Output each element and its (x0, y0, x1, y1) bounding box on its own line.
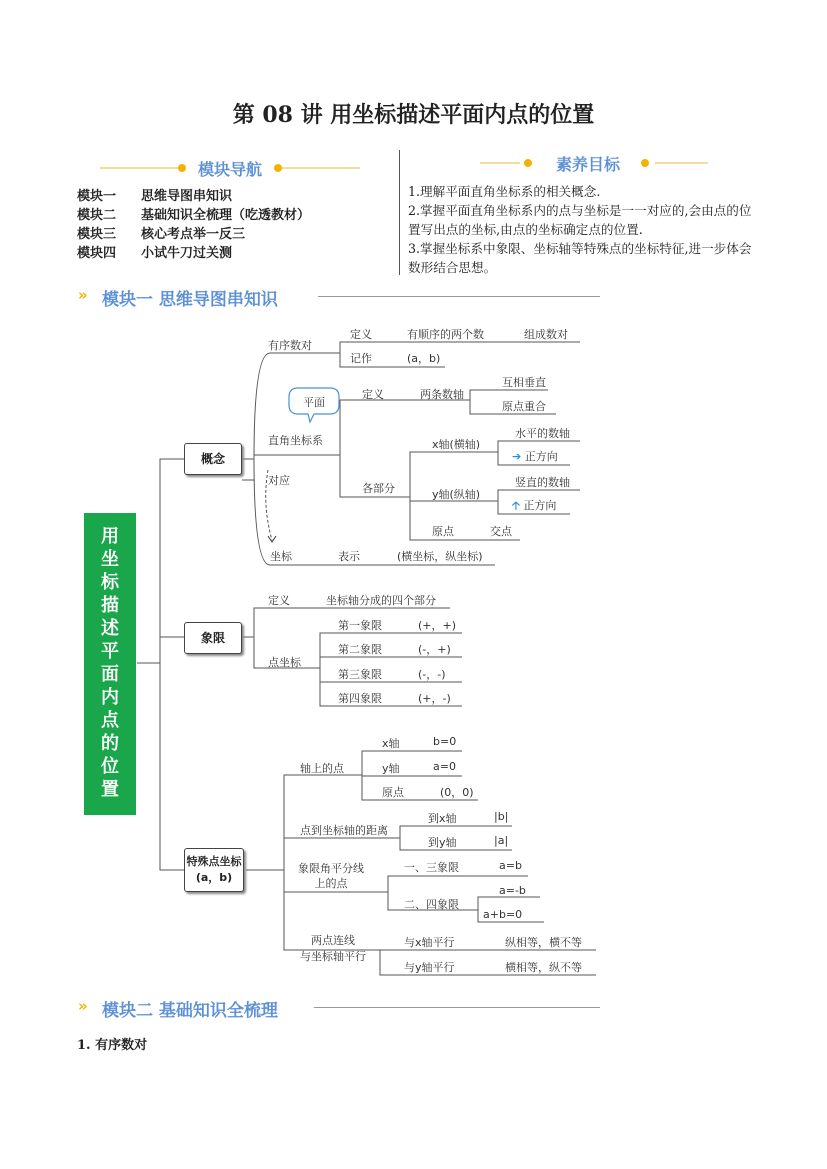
section2-title: 模块二 基础知识全梳理 (102, 1001, 278, 1021)
mindmap-root (84, 513, 136, 815)
node-correspond: 对应 (268, 474, 290, 487)
node-notation: 记作 (350, 352, 372, 365)
node-coord: 坐标 (270, 550, 292, 563)
node-xcond: b=0 (433, 735, 457, 748)
node-perp: 互相垂直 (502, 376, 546, 389)
nav-banner-title: 模块导航 (197, 160, 262, 179)
pos-dir2-label: 正方向 (523, 499, 557, 512)
bisector-line2: 上的点 (314, 877, 348, 890)
node-horiz: 水平的数轴 (515, 427, 570, 440)
quadrant-row (338, 666, 446, 682)
node-ycond: a=0 (433, 760, 456, 773)
quadrant-label: 象限 (200, 631, 225, 645)
nav-item-key: 模块二 (77, 208, 117, 223)
line-line2: 与坐标轴平行 (300, 950, 366, 963)
quadrant-name: 第二象限 (338, 643, 382, 656)
node-vert: 竖直的数轴 (515, 476, 570, 489)
section1-title: 模块一 思维导图串知识 (102, 290, 278, 310)
node-q24-v2: a+b=0 (483, 908, 523, 921)
nav-item-text: 基础知识全梳理（吃透教材） (141, 208, 311, 223)
quadrant-name: 第一象限 (338, 619, 382, 632)
node-q24: 二、四象限 (404, 898, 459, 911)
node-represent: 表示 (338, 550, 360, 563)
nav-item-text: 思维导图串知识 (141, 189, 233, 204)
nav-item-key: 模块四 (77, 246, 117, 261)
quadrant-name: 第四象限 (338, 692, 382, 705)
node-dist: 点到坐标轴的距离 (300, 824, 388, 837)
quadrant-row (338, 690, 451, 706)
node-ordered-pair: 有序数对 (268, 339, 312, 352)
node-q13-v: a=b (499, 859, 522, 872)
quadrant-sign: (+，-) (418, 692, 451, 705)
goal-line: 1.理解平面直角坐标系的相关概念. (408, 184, 601, 199)
node-q24-v1: a=-b (499, 884, 526, 897)
double-chevron-icon: » (78, 286, 88, 304)
node-par-x-v: 纵相等，横不等 (505, 936, 582, 949)
concept-label: 概念 (200, 452, 225, 466)
quadrant-sign: (-，-) (418, 668, 446, 681)
node-four-parts: 坐标轴分成的四个部分 (326, 594, 436, 607)
node-x-axis: x轴(横轴) (432, 438, 481, 451)
arrow-up-icon: 🡡 (512, 499, 520, 512)
quadrant-row (338, 617, 457, 633)
quadrant-name: 第三象限 (338, 668, 382, 681)
node-two-axes: 两条数轴 (420, 388, 464, 401)
quadrant-sign: (+，+) (418, 619, 457, 632)
section2-header (78, 996, 603, 1020)
node-yaxis: y轴 (382, 762, 400, 775)
section2-rule (314, 1007, 600, 1008)
node-origin-coinc: 原点重合 (502, 400, 546, 413)
double-chevron-icon: » (78, 997, 88, 1015)
node-origin: 原点 (432, 525, 454, 538)
node-ab: (a，b) (407, 352, 441, 365)
node-on-axis: 轴上的点 (300, 762, 344, 775)
node-to-y-v: |a| (494, 834, 509, 847)
node-to-x-v: |b| (494, 810, 509, 823)
node-to-x: 到x轴 (428, 812, 457, 825)
plane-label: 平面 (303, 396, 325, 409)
node-point-coord: 点坐标 (268, 656, 301, 669)
node-def2: 定义 (362, 388, 384, 401)
nav-item-text: 核心考点举一反三 (141, 227, 246, 242)
line-line1: 两点连线 (311, 934, 355, 947)
plane-bubble (288, 387, 340, 417)
page-title: 第 08 讲 用坐标描述平面内点的位置 (232, 102, 595, 128)
node-q-definition: 定义 (268, 594, 290, 607)
goals-banner-title: 素养目标 (555, 155, 620, 174)
node-line (300, 933, 366, 965)
bisector-line1: 象限角平分线 (298, 862, 364, 875)
node-q13: 一、三象限 (404, 861, 459, 874)
nav-item-key: 模块三 (77, 227, 117, 242)
nav-item-key: 模块一 (77, 189, 117, 204)
goal-line: 2.掌握平面直角坐标系内的点与坐标是一一对应的,会由点的位置写出点的坐标,由点的坐标确定点的位置. (408, 203, 752, 237)
node-parts: 各部分 (362, 482, 395, 495)
quadrant-sign: (-，+) (418, 643, 451, 656)
special-label: 特殊点坐标 (186, 855, 242, 868)
node-definition: 定义 (350, 328, 372, 341)
special-box (184, 848, 244, 892)
heading-ordered-pair: 1. 有序数对 (77, 1038, 148, 1053)
node-to-y: 到y轴 (428, 836, 457, 849)
node-compose: 组成数对 (524, 328, 568, 341)
node-xaxis: x轴 (382, 737, 400, 750)
quadrant-box (184, 622, 242, 654)
node-orig-c: (0，0) (440, 786, 474, 799)
node-rect-coord: 直角坐标系 (268, 434, 323, 447)
nav-item-text: 小试牛刀过关测 (141, 246, 233, 261)
quadrant-row (338, 641, 451, 657)
root-text: 用坐标描述平面内点的位置 (101, 526, 119, 800)
goal-line: 3.掌握坐标系中象限、坐标轴等特殊点的坐标特征,进一步体会数形结合思想。 (408, 241, 752, 275)
node-par-x: 与x轴平行 (404, 936, 455, 949)
special-label2: (a，b) (195, 871, 233, 884)
node-par-y-v: 横相等，纵不等 (505, 961, 582, 974)
node-par-y: 与y轴平行 (404, 961, 455, 974)
node-bisector (298, 861, 364, 891)
concept-box (184, 443, 242, 475)
arrow-right-icon: ➔ (512, 450, 522, 463)
node-y-axis: y轴(纵轴) (432, 488, 481, 501)
node-pos-dir2 (512, 497, 556, 516)
node-intersect: 交点 (490, 525, 512, 538)
node-xy-coord: (横坐标，纵坐标) (397, 550, 483, 563)
node-two-numbers: 有顺序的两个数 (407, 328, 484, 341)
node-orig: 原点 (382, 786, 404, 799)
pos-dir1-label: 正方向 (524, 450, 558, 463)
node-pos-dir1 (512, 448, 558, 464)
